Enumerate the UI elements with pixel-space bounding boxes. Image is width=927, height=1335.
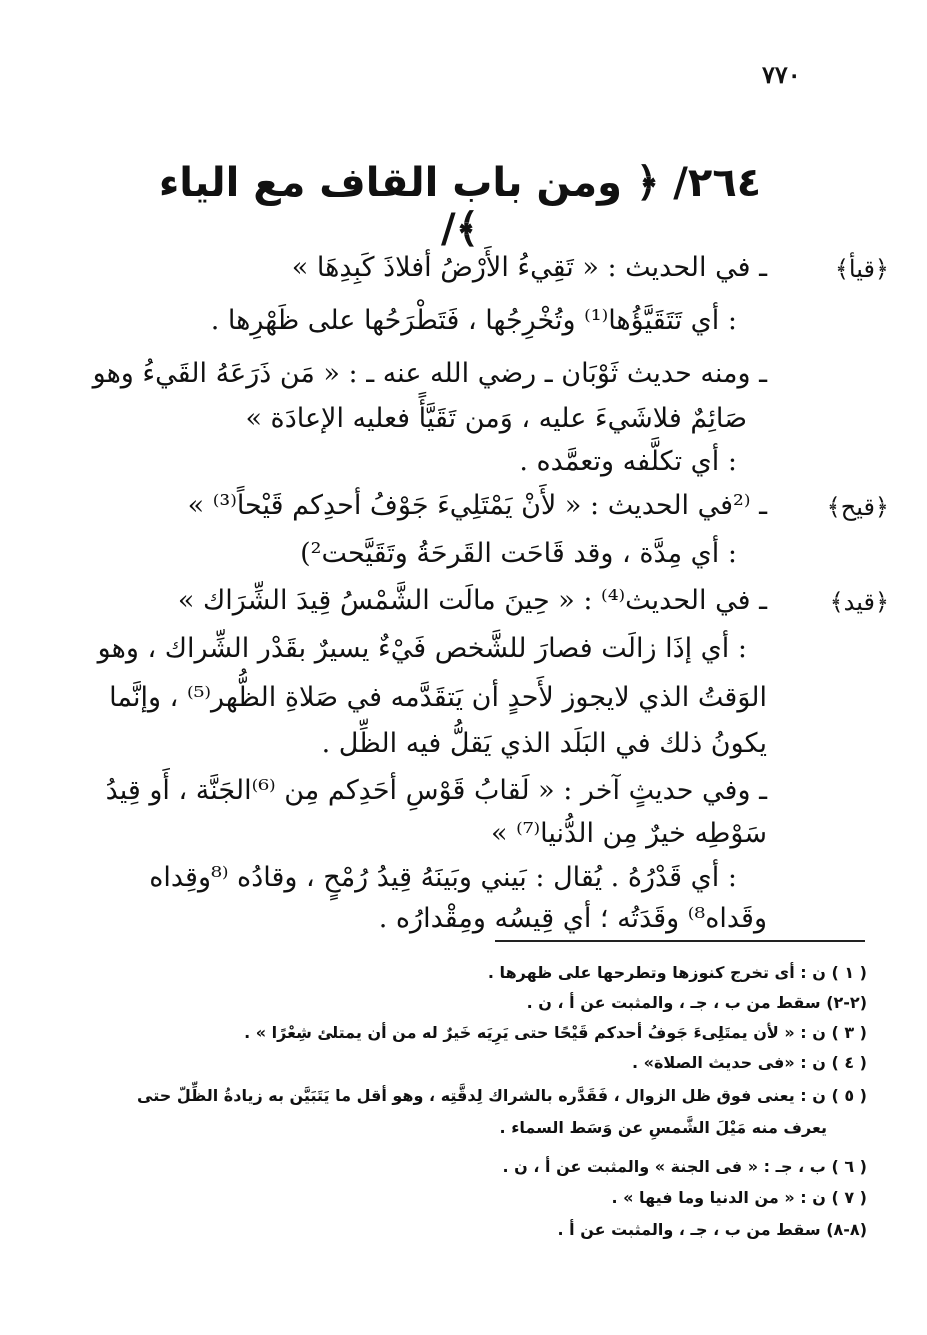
footnote: (٢-٢) سقط من ب ، جـ ، والمثبت عن أ ، ن . [526, 993, 867, 1012]
entry-line: وقَداه⁸⁾ وقَدَتُه ؛ أي قِيسُه ومِقْدارُه . [378, 903, 767, 934]
footnote: يعرف منه مَيْلَ الشَّمسِ عن وَسَط السماء . [499, 1118, 827, 1137]
entry-line: ـ في الحديث⁽⁴⁾ : « حِينَ مالَت الشَّمْسُ قِيدَ الشِّرَاك » [177, 585, 767, 616]
entry-line: الوَقتُ الذي لايجوز لأَحدٍ أن يَتقَدَّمه في صَلاةِ الظُّهر⁽⁵⁾ ، وإنَّما [109, 682, 767, 713]
page-number: ٧٧٠ [762, 60, 801, 89]
entry-line: : أي قَدْرُهُ . يُقال : بَيني وبَينَهُ قِيدُ رُمْحٍ ، وقادُه ⁽⁸وقِداه [149, 862, 737, 893]
footnote: ( ٥ ) ن : يعنى فوق ظل الزوال ، فَقَدَّره بالشراك لِدقَّتِه ، وهو أقل ما يَتَبَيَّن به زيادةُ الظِّلّ حتى [137, 1086, 867, 1105]
entry-line: يكونُ ذلك في البَلَد الذي يَقلُّ فيه الظِّل . [321, 728, 767, 759]
entry-line: : أي تكلَّفه وتعمَّده . [519, 446, 737, 477]
footnote: ( ٧ ) ن : « من الدنيا وما فيها » . [611, 1188, 867, 1207]
footnote: ( ٦ ) ب ، جـ : « فى الجنة » والمثبت عن أ ، ن . [502, 1157, 867, 1176]
entry-line: ـ ⁽²في الحديث : « لأَنْ يَمْتَلِيءَ جَوْفُ أحدِكم قَيْحاً⁽³⁾ » [187, 490, 767, 521]
footnote: ( ٣ ) ن : « لأن يمتَلِىءَ جَوفُ أحدكم قَيْحًا حتى يَرِيَه خَيرٌ له من أن يمتلئ شِعْرًا » . [244, 1023, 867, 1042]
footnote: (٨-٨) سقط من ب ، جـ ، والمثبت عن أ . [557, 1220, 867, 1239]
entry-line: : أي تَتَقَيَّؤُها⁽¹⁾ وتُخْرِجُها ، فَتَطْرَحُها على ظَهْرِها . [210, 305, 737, 336]
entry-head-qay: ﴿قيأ﴾ [834, 255, 889, 283]
entry-line: : أي إذَا زالَت فصارَ للشَّخص فَيْءٌ يسيرٌ بقَدْر الشِّراك ، وهو [97, 633, 747, 664]
entry-line: : أي مِدَّة ، وقد قَاحَت القَرحَةُ وتَقَيَّحت²) [300, 538, 737, 569]
entry-head-qayh: ﴿قيح﴾ [826, 493, 889, 521]
entry-line: ـ وفي حديثٍ آخر : « لَقابُ قَوْسِ أحَدِكم مِن ⁽⁶⁾الجَنَّة ، أَو قِيدُ [105, 775, 767, 806]
footnote: ( ٤ ) ن : «فى حديث الصلاة» . [632, 1053, 867, 1072]
entry-line: صَائِمٌ فلاشَيءَ عليه ، وَمن تَقَيَّأً فعليه الإعادَة » [245, 403, 747, 434]
footnote-divider [495, 940, 865, 942]
section-title: ٢٦٤/ ﴿ ومن باب القاف مع الياء ﴾/ [158, 160, 762, 252]
entry-line: ـ ومنه حديث ثَوْبَان ـ رضي الله عنه ـ : « مَن ذَرَعَهُ القَيءُ وهو [92, 358, 767, 389]
entry-head-qayd: ﴿قيد﴾ [829, 588, 889, 616]
entry-line: ـ في الحديث : « تَقِيءُ الأَرْضُ أفلاذَ كَبِدِهَا » [291, 252, 767, 283]
footnote: ( ١ ) ن : أى تخرج كنوزها وتطرحها على ظهرها . [487, 963, 867, 982]
entry-line: سَوْطِه خيرٌ مِن الدُّنيا⁽⁷⁾ » [490, 818, 767, 849]
